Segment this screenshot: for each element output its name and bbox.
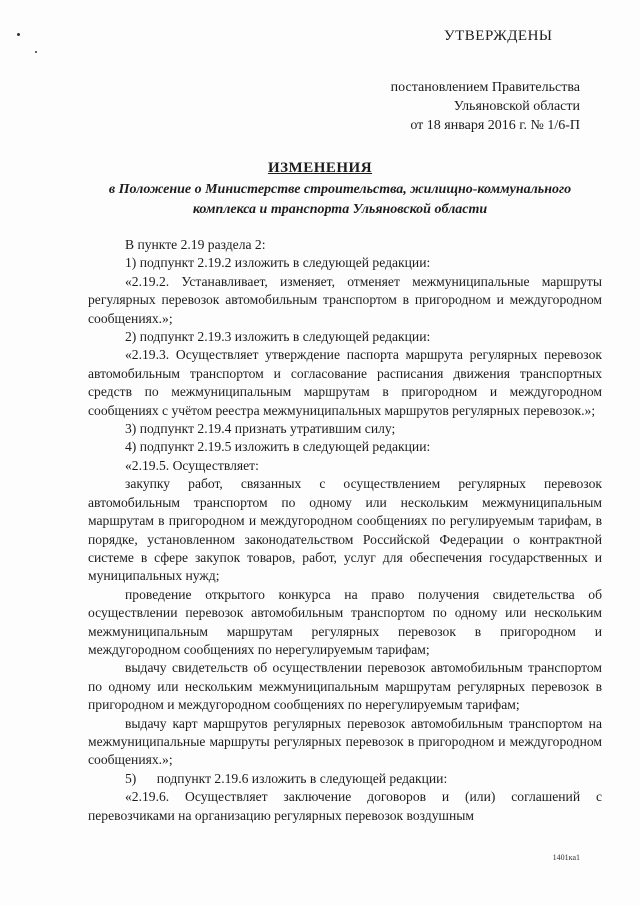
paragraph-item-2: 2) подпункт 2.19.3 изложить в следующей редакции: bbox=[125, 329, 431, 345]
document-subtitle bbox=[80, 180, 600, 220]
scan-mark bbox=[35, 51, 37, 53]
paragraph-procurement: закупку работ, связанных с осуществлением регулярных перевозок автомобильным транспортом по одному или нескольким межмуниципальным маршрутам в пригородном и междугородном сообщениях по регулируемым тарифам, в порядке, установленном законодательством Российской Федерации о контрактной системе в сфере закупок товаров, работ, услуг для обеспечения государственных и муниципальных нужд; bbox=[88, 476, 602, 584]
paragraph-intro: В пункте 2.19 раздела 2: bbox=[125, 237, 266, 252]
paragraph-item-5: 5) подпункт 2.19.6 изложить в следующей редакции: bbox=[125, 770, 448, 786]
subtitle-line: в Положение о Министерстве строительства, жилищно-коммунального bbox=[108, 182, 572, 197]
paragraph-quote-2196: «2.19.6. Осуществляет заключение договоров и (или) соглашений с перевозчиками на организацию регулярных перевозок воздушным bbox=[88, 789, 602, 823]
paragraph-open-tender: проведение открытого конкурса на право получения свидетельства об осуществлении перевозок автомобильным транспортом по одному или нескольким межмуниципальным маршрутам регулярных перевозок в пригородном и междугородном сообщениях по нерегулируемым тарифам; bbox=[88, 586, 602, 657]
scan-mark bbox=[17, 33, 20, 36]
subtitle-line: комплекса и транспорта Ульяновской области bbox=[192, 202, 488, 217]
paragraph-item-1: 1) подпункт 2.19.2 изложить в следующей редакции: bbox=[125, 255, 431, 271]
document-body bbox=[88, 236, 602, 825]
paragraph-item-3: 3) подпункт 2.19.4 признать утратившим силу; bbox=[125, 421, 396, 437]
decree-reference bbox=[391, 78, 580, 135]
footer-code: 1401ка1 bbox=[552, 853, 580, 862]
paragraph-certificates: выдачу свидетельств об осуществлении перевозок автомобильным транспортом по одному или нескольким межмуниципальным маршрутам регулярных перевозок в пригородном и междугородном сообщениях по нерегулируемым тарифам; bbox=[88, 660, 602, 713]
paragraph-quote-2192: «2.19.2. Устанавливает, изменяет, отменяет межмуниципальные маршруты регулярных перевозок автомобильным транспортом в пригородном и междугородном сообщениях.»; bbox=[88, 273, 602, 326]
decree-line: постановлением Правительства bbox=[390, 80, 580, 95]
approval-stamp: УТВЕРЖДЕНЫ bbox=[444, 28, 553, 44]
decree-line: Ульяновской области bbox=[453, 99, 580, 114]
decree-line: от 18 января 2016 г. № 1/6-П bbox=[410, 118, 580, 133]
paragraph-quote-2193: «2.19.3. Осуществляет утверждение паспорта маршрута регулярных перевозок автомобильным транспортом и согласование расписания движения транспортных средств по межмуниципальным маршрутам в пригородном и междугородном сообщениях с учётом реестра межмуниципальных маршрутов регулярных перевозок.»; bbox=[88, 347, 602, 418]
paragraph-route-cards: выдачу карт маршрутов регулярных перевозок автомобильным транспортом на межмуниципальные маршруты регулярных перевозок в пригородном и междугородном сообщениях.»; bbox=[88, 715, 602, 768]
paragraph-quote-2195: «2.19.5. Осуществляет: bbox=[125, 457, 259, 473]
document-title: ИЗМЕНЕНИЯ bbox=[267, 160, 373, 176]
paragraph-item-4: 4) подпункт 2.19.5 изложить в следующей редакции: bbox=[125, 439, 431, 455]
